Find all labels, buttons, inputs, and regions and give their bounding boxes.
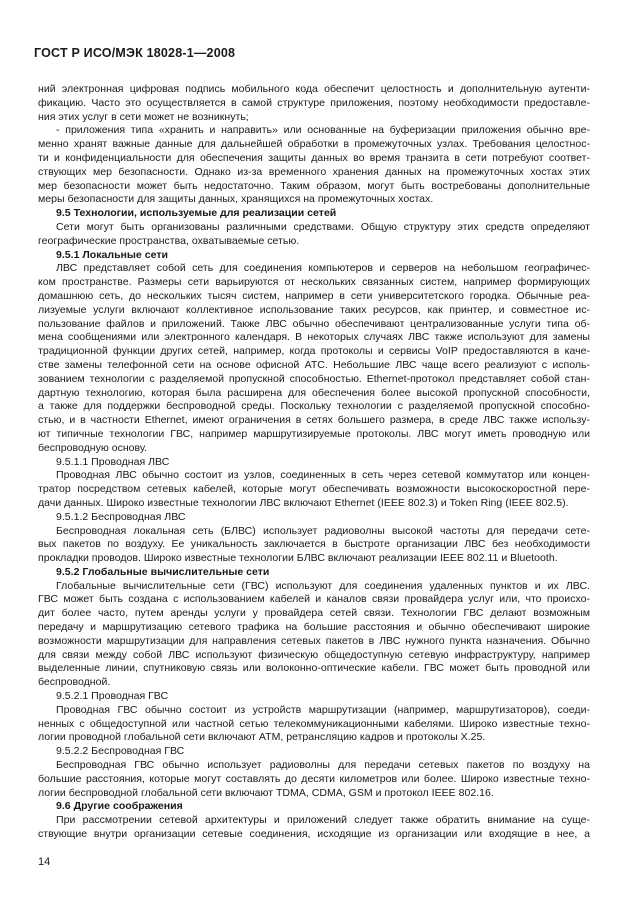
text-line: прокладки проводов. Широко известные технологии БЛВС включают реализации IEEE 802.11 и Bluetooth.	[38, 552, 558, 565]
text-line: ти и конфиденциальности для обеспечения защиты данных во время транзита в сети потребуют соответ-	[38, 151, 590, 164]
text-line: вых пакетов по воздуху. Ее уникальность заключается в быстроте организации ЛВС без необходимости	[38, 538, 590, 551]
text-line: Проводная ЛВС обычно состоит из узлов, соединенных в сеть через сетевой коммутатор или концен-	[56, 469, 590, 482]
text-line: ненных с общедоступной или частной сетью телекоммуникационными кабелями. Широко известные техно-	[38, 717, 590, 730]
text-line: для связи между собой ЛВС используют физическую общедоступную сетевую инфраструктуру, например	[38, 648, 590, 661]
text-line: - приложения типа «хранить и направить» или основанные на буферизации приложения обычно вре-	[56, 124, 590, 137]
text-line: передачу и маршрутизацию сетевого трафика на большие расстояния и обычно обеспечивают широкие	[38, 621, 590, 634]
body-text	[38, 83, 590, 842]
text-line: ГВС может быть создана с использованием кабелей и каналов связи провайдера услуг или, что происхо-	[38, 593, 590, 606]
text-line: 9.5.1.2 Беспроводная ЛВС	[56, 510, 186, 523]
text-line: дачи данных. Широко известные технологии ЛВС включают Ethernet (IEEE 802.3) и Token Ring (IEEE 802.5).	[38, 496, 569, 509]
text-line: беспроводную основу.	[38, 441, 148, 454]
text-line: беспроводной.	[38, 676, 111, 689]
text-line: зованием технологии с разделяемой пропускной способностью. Ethernet-протокол представляет собой стан-	[38, 372, 590, 385]
text-line: менно хранят важные данные для дальнейшей обработки в промежуточных узлах. Требования целостнос-	[38, 138, 590, 151]
text-line: географические пространства, охватываемые сетью.	[38, 234, 300, 247]
text-line: традиционной функции других сетей, например, когда протоколы и сервисы VoIP предоставляются в каче-	[38, 345, 590, 358]
text-line: стью, и в частности Ethernet, имеют ограничения в сетях большего размера, в среде ЛВС также использу-	[38, 414, 590, 427]
text-line: выделенные линии, спутниковую связь или волоконно-оптические кабели. ГВС может быть проводной или	[38, 662, 590, 675]
text-line: логии беспроводной глобальной сети включают TDMA, CDMA, GSM и протокол IEEE 802.16.	[38, 786, 494, 799]
text-line: меры безопасности для защиты данных, хранящихся на промежуточных хостах.	[38, 193, 434, 206]
text-line: Проводная ГВС обычно состоит из устройств маршрутизации (например, маршрутизаторов), соеди-	[56, 703, 590, 716]
text-line: пользование файлов и приложений. Также ЛВС обычно обеспечивают централизованные услуги типа об-	[38, 317, 590, 330]
text-line: При рассмотрении сетевой архитектуры и приложений следует также обратить внимание на суще-	[56, 814, 590, 827]
text-line: 9.5.1.1 Проводная ЛВС	[56, 455, 170, 468]
text-line: мена сообщениями или электронного календаря. В некоторых случаях ЛВС также используют для замены	[38, 331, 590, 344]
page-number: 14	[38, 856, 51, 868]
text-line: Глобальные вычислительные сети (ГВС) используют для соединения удаленных пунктов и их ЛВС.	[56, 579, 590, 592]
text-line: стве замены телефонной сети на основе офисной АТС. Небольшие ЛВС чаще всего реализуют с исполь-	[38, 358, 590, 371]
text-line: ствующие внутри организации сетевые соединения, исходящие из организации или входящие в нее, а	[38, 828, 590, 841]
text-line: Беспроводная ГВС обычно использует радиоволны для передачи сетевых пакетов по воздуху на	[56, 759, 590, 772]
section-heading: 9.5.1 Локальные сети	[56, 248, 168, 261]
text-line: фикацию. Часто это осуществляется в самой структуре приложения, поэтому необходимости предоставле-	[38, 96, 590, 109]
text-line: ния этих услуг в сети может не возникнуть;	[38, 110, 249, 123]
text-line: 9.5.2.2 Беспроводная ГВС	[56, 745, 185, 758]
text-line: ЛВС представляет собой сеть для соединения компьютеров и серверов на небольшом географичес-	[56, 262, 590, 275]
text-line: Беспроводная локальная сеть (БЛВС) использует радиоволны высокой частоты для передачи сете-	[56, 524, 590, 537]
text-line: ствующих мер безопасности. Однако из-за временного хранения данных на промежуточных хостах этих	[38, 165, 590, 178]
document-header: ГОСТ Р ИСО/МЭК 18028-1—2008	[34, 46, 236, 60]
text-line: ком пространстве. Размеры сети варьируются от нескольких связанных систем, например формирующих	[38, 276, 590, 289]
text-line: ют типичные технологии ГВС, например маршрутизируемые протоколы. ЛВС могут иметь проводную или	[38, 427, 590, 440]
section-heading: 9.6 Другие соображения	[56, 800, 183, 813]
text-line: большие расстояния, которые могут составлять до десяти километров или более. Широко известные техно-	[38, 772, 590, 785]
text-line: ний электронная цифровая подпись мобильного кода обеспечит целостность и дополнительную аутенти-	[38, 83, 590, 95]
text-line: логии проводной глобальной сети включают АТМ, ретрансляцию кадров и протоколы Х.25.	[38, 731, 486, 744]
text-line: возможности маршрутизации для направления сетевых пакетов в ЛВС нужного пункта назначения. Обычно	[38, 634, 590, 647]
text-line: тратор посредством сетевых кабелей, которые могут обеспечивать возможности высокоскоростной пере-	[38, 483, 590, 496]
text-line: мер безопасности может быть недостаточно. Таким образом, могут быть востребованы дополнительные	[38, 179, 590, 192]
text-line: 9.5.2.1 Проводная ГВС	[56, 690, 169, 703]
text-line: домашнюю сеть, до нескольких тысяч систем, например в сети университетского городка. Обычные реа-	[38, 289, 590, 302]
section-heading: 9.5.2 Глобальные вычислительные сети	[56, 565, 270, 578]
section-heading: 9.5 Технологии, используемые для реализации сетей	[56, 207, 337, 220]
text-line: лизуемые услуги включают коллективное использование таких ресурсов, как принтер, и совместное ис-	[38, 303, 590, 316]
text-line: дит более часто, путем аренды услуги у провайдера сетей связи. Технологии ГВС делают возможным	[38, 607, 590, 620]
text-line: Сети могут быть организованы различными средствами. Общую структуру этих средств определяют	[56, 220, 590, 233]
text-line: а также для поддержки беспроводной среды. Поскольку технологии с разделяемой пропускной способно-	[38, 400, 590, 413]
text-line: дартную технологию, которая была расширена для обеспечения более высокой пропускной способности,	[38, 386, 590, 399]
